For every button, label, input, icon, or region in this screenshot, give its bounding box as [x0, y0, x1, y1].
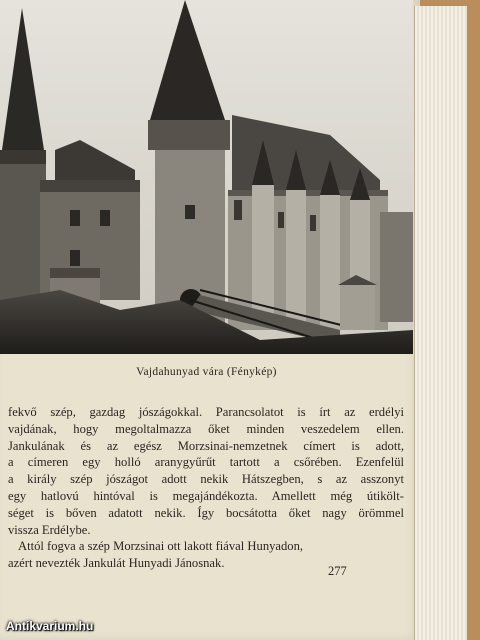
- castle-photo: [0, 0, 413, 354]
- text-line: vissza Erdélybe.: [8, 522, 91, 537]
- page-edges: [414, 6, 467, 640]
- text-line: a király szép jószágot adott nekik Hátszegben, s az asszonyt: [8, 472, 404, 487]
- text-line: a címeren egy holló aranygyűrűt tartott a csőrében. Ezenfelül: [8, 455, 404, 470]
- text-line: egy hatlovú hintóval is megajándékozta. Amellett még útikölt-: [8, 488, 404, 503]
- text-line: séget is bőven adatott nekik. Így bocsátotta őket nagy örömmel: [8, 505, 404, 520]
- text-line: fekvő szép, gazdag jószágokkal. Parancsolatot is írt az erdélyi: [8, 405, 404, 419]
- body-text: [8, 404, 404, 572]
- photo-caption: Vajdahunyad vára (Fénykép): [136, 366, 277, 378]
- text-line: vajdának, hogy megoltalmazza őket minden veszedelem ellen.: [8, 421, 404, 436]
- watermark: Antikvarium.hu: [6, 619, 94, 633]
- text-line: Jankulának és az egész Morzsinai-nemzetnek címert is adott,: [8, 438, 404, 453]
- text-line: Attól fogva a szép Morzsinai ott lakott fiával Hunyadon,: [18, 539, 304, 554]
- text-line: azért nevezték Jankulát Hunyadi Jánosnak.: [8, 556, 225, 571]
- page-number: 277: [328, 564, 347, 578]
